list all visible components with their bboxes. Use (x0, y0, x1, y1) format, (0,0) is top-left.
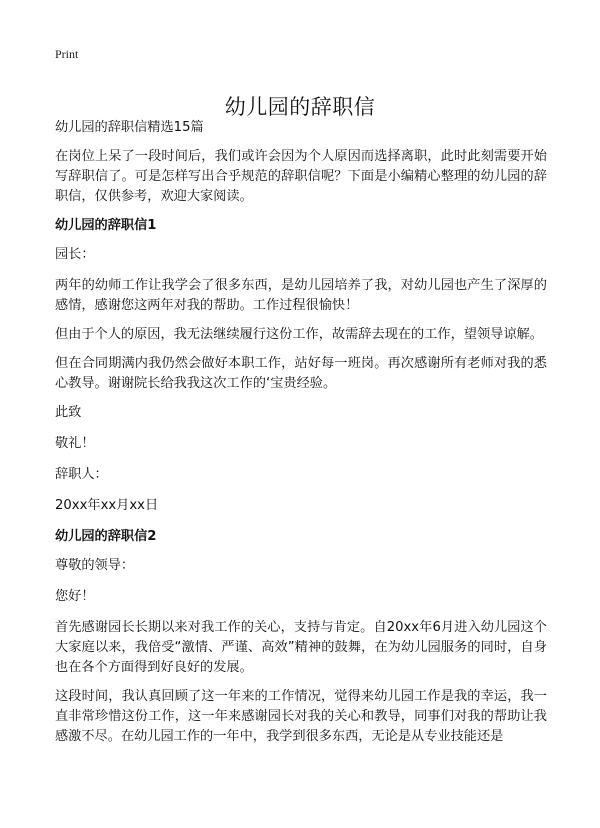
letter-1-date: 20xx年xx月xx日 (55, 498, 159, 513)
letter-1-paragraph-3: 但在合同期满内我仍然会做好本职工作，站好每一班岗。再次感谢所有老师对我的悉心教导。谢谢院长给我我这次工作的‘宝贵经验。 (55, 356, 547, 391)
letter-2-greeting: 您好！ (55, 589, 95, 604)
print-label: Print (55, 47, 79, 61)
letter-2-paragraph-1: 首先感谢园长长期以来对我工作的关心，支持与肯定。自20xx年6月进入幼儿园这个大家庭以来，我倍受“激情、严谨、高效”精神的鼓舞，在为幼儿园服务的同时，自身也在各个方面得到好良好的发展。 (55, 620, 547, 675)
letter-1 (55, 216, 547, 516)
document-title: 幼儿园的辞职信 (224, 95, 376, 120)
document-subtitle: 幼儿园的辞职信精选15篇 (55, 120, 204, 135)
letter-2-paragraph-2: 这段时间，我认真回顾了这一年来的工作情况，觉得来幼儿园工作是我的幸运，我一直非常珍惜这份工作，这一年来感谢园长对我的关心和教导，同事们对我的帮助让我感激不尽。在幼儿园工作的一年中，我学到很多东西，无论是从专业技能还是 (55, 689, 547, 744)
letter-1-paragraph-1: 两年的幼师工作让我学会了很多东西，是幼儿园培养了我，对幼儿园也产生了深厚的感情，感谢您这两年对我的帮助。工作过程很愉快！ (55, 278, 547, 313)
document-body (55, 118, 547, 756)
letter-1-salutation: 园长： (55, 247, 95, 262)
intro-paragraph: 在岗位上呆了一段时间后，我们或许会因为个人原因而选择离职，此时此刻需要开始写辞职信了。可是怎样写出合乎规范的辞职信呢？下面是小编精心整理的幼儿园的辞职信，仅供参考，欢迎大家阅读。 (55, 149, 547, 204)
letter-1-paragraph-2: 但由于个人的原因，我无法继续履行这份工作，故需辞去现在的工作，望领导谅解。 (55, 327, 543, 342)
letter-1-heading: 幼儿园的辞职信1 (55, 218, 157, 233)
letter-2 (55, 527, 547, 747)
letter-2-heading: 幼儿园的辞职信2 (55, 529, 157, 544)
letter-1-signer: 辞职人： (55, 467, 108, 482)
letter-1-closing-1: 此致 (55, 405, 82, 420)
letter-1-closing-2: 敬礼！ (55, 436, 95, 451)
letter-2-salutation: 尊敬的领导： (55, 558, 135, 573)
